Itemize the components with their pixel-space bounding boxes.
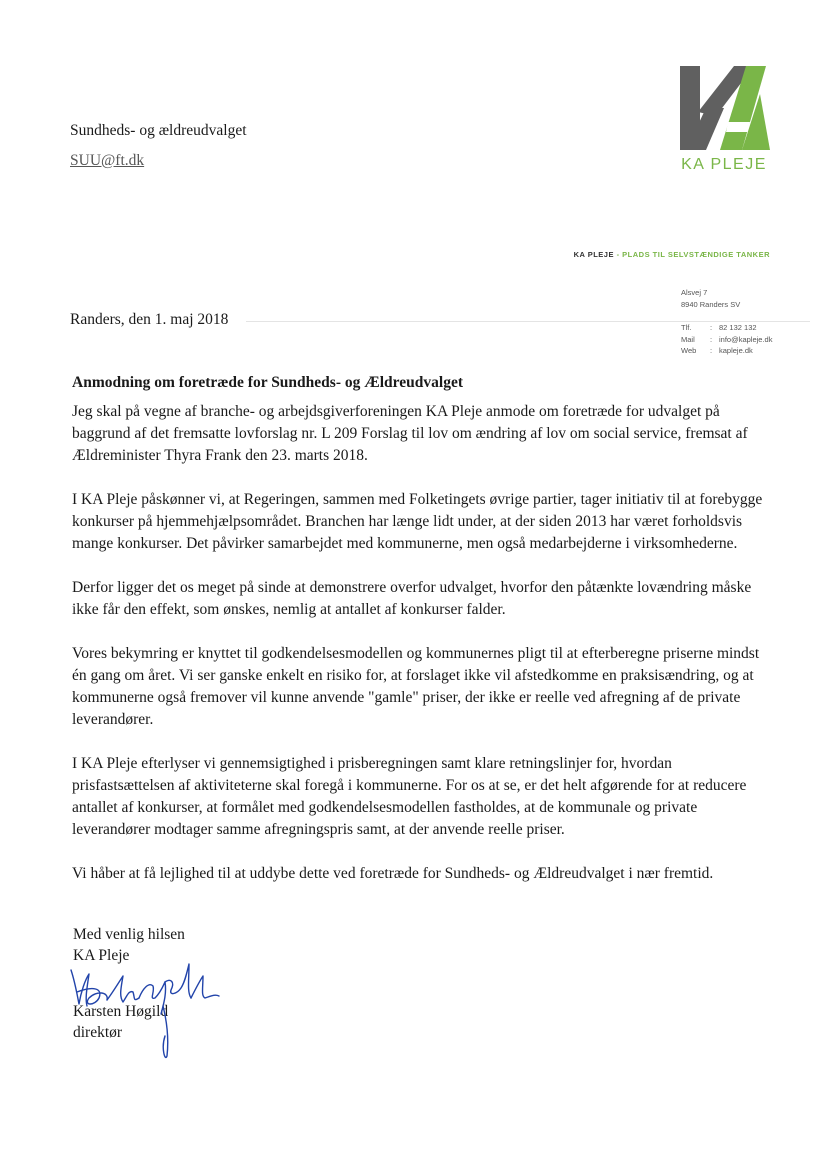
ka-monogram-icon [676,64,772,154]
contact-value: 82 132 132 [719,323,757,332]
body-paragraph: I KA Pleje efterlyser vi gennemsigtighed i prisberegningen samt klare retningslinjer for, hvordan prisfastsættelsen af aktiviteterne skal foregå i kommunerne. For os at se, er det helt afgørende for at reducere antallet af konkurser, at formålet med godkendelsesmodellen fastholdes, at de kommunale og private leverandører modtager samme afregningspris samt, at der anvende reelle priser. [72,755,747,838]
letter-subject: Anmodning om foretræde for Sundheds- og Ældreudvalget [72,374,463,391]
closing-organization: KA Pleje [73,947,130,964]
recipient-name: Sundheds- og ældreudvalget [70,122,247,139]
closing-greeting: Med venlig hilsen [73,926,185,943]
recipient-email-link[interactable]: SUU@ft.dk [70,152,145,169]
body-paragraph: Vi håber at få lejlighed til at uddybe dette ved foretræde for Sundheds- og Ældreudvalget i nær fremtid. [72,865,714,882]
signer-title: direktør [73,1024,123,1041]
body-paragraph: Jeg skal på vegne af branche- og arbejdsgiverforeningen KA Pleje anmode om foretræde for udvalget på baggrund af det fremsatte lovforslag nr. L 209 Forslag til lov om ændring af lov om social service, fremsat af Ældreminister Thyra Frank den 23. marts 2018. [72,403,748,464]
logo-wordmark: KA PLEJE [681,156,767,173]
tagline-brand: KA PLEJE [573,250,614,259]
contact-label: Web [681,346,697,355]
tagline-slogan: PLADS TIL SELVSTÆNDIGE TANKER [622,250,770,259]
body-paragraph: Vores bekymring er knyttet til godkendelsesmodellen og kommunernes pligt til at efterberegne priserne mindst én gang om året. Vi ser ganske enkelt en risiko for, at forslaget ikke vil afstedkomme en praksisændring, og at kommunerne også fremover vil kunne anvende "gamle" priser, der ikke er reelle ved afregning af de private leverandører. [72,645,760,728]
contact-label: Tlf. [681,323,692,332]
contact-value[interactable]: info@kapleje.dk [719,334,773,344]
contact-label: Mail [681,334,695,344]
recipient-block [70,120,247,171]
address-line-2: 8940 Randers SV [681,299,741,309]
date-line: Randers, den 1. maj 2018 [70,311,229,328]
signer-name: Karsten Høgild [73,1003,169,1020]
body-paragraph: Derfor ligger det os meget på sinde at demonstrere overfor udvalget, hvorfor den påtænkte lovændring måske ikke får den effekt, som ønskes, nemlig at antallet af konkurser falder. [72,579,752,618]
company-tagline [500,250,770,259]
contact-row-phone: Tlf. : 82 132 132 [681,323,757,332]
contact-row-web: Web : kapleje.dk [681,346,753,355]
address-line-1: Alsvej 7 [681,288,708,297]
ka-pleje-logo [676,64,772,180]
letter-body [72,372,772,907]
body-paragraph: I KA Pleje påskønner vi, at Regeringen, sammen med Folketingets øvrige partier, tager initiativ til at forebygge konkurser på hjemmehjælpsområdet. Branchen har længe lidt under, at der siden 2013 har været forholdsvis mange konkurser. Det påvirker samarbejdet med kommunerne, men også medarbejderne i virksomhederne. [72,491,763,552]
handwritten-signature [63,952,233,1062]
contact-value[interactable]: kapleje.dk [719,346,753,355]
contact-row-mail: Mail : info@kapleje.dk [681,334,773,344]
header-divider [246,321,810,322]
tagline-separator: - [616,250,620,259]
